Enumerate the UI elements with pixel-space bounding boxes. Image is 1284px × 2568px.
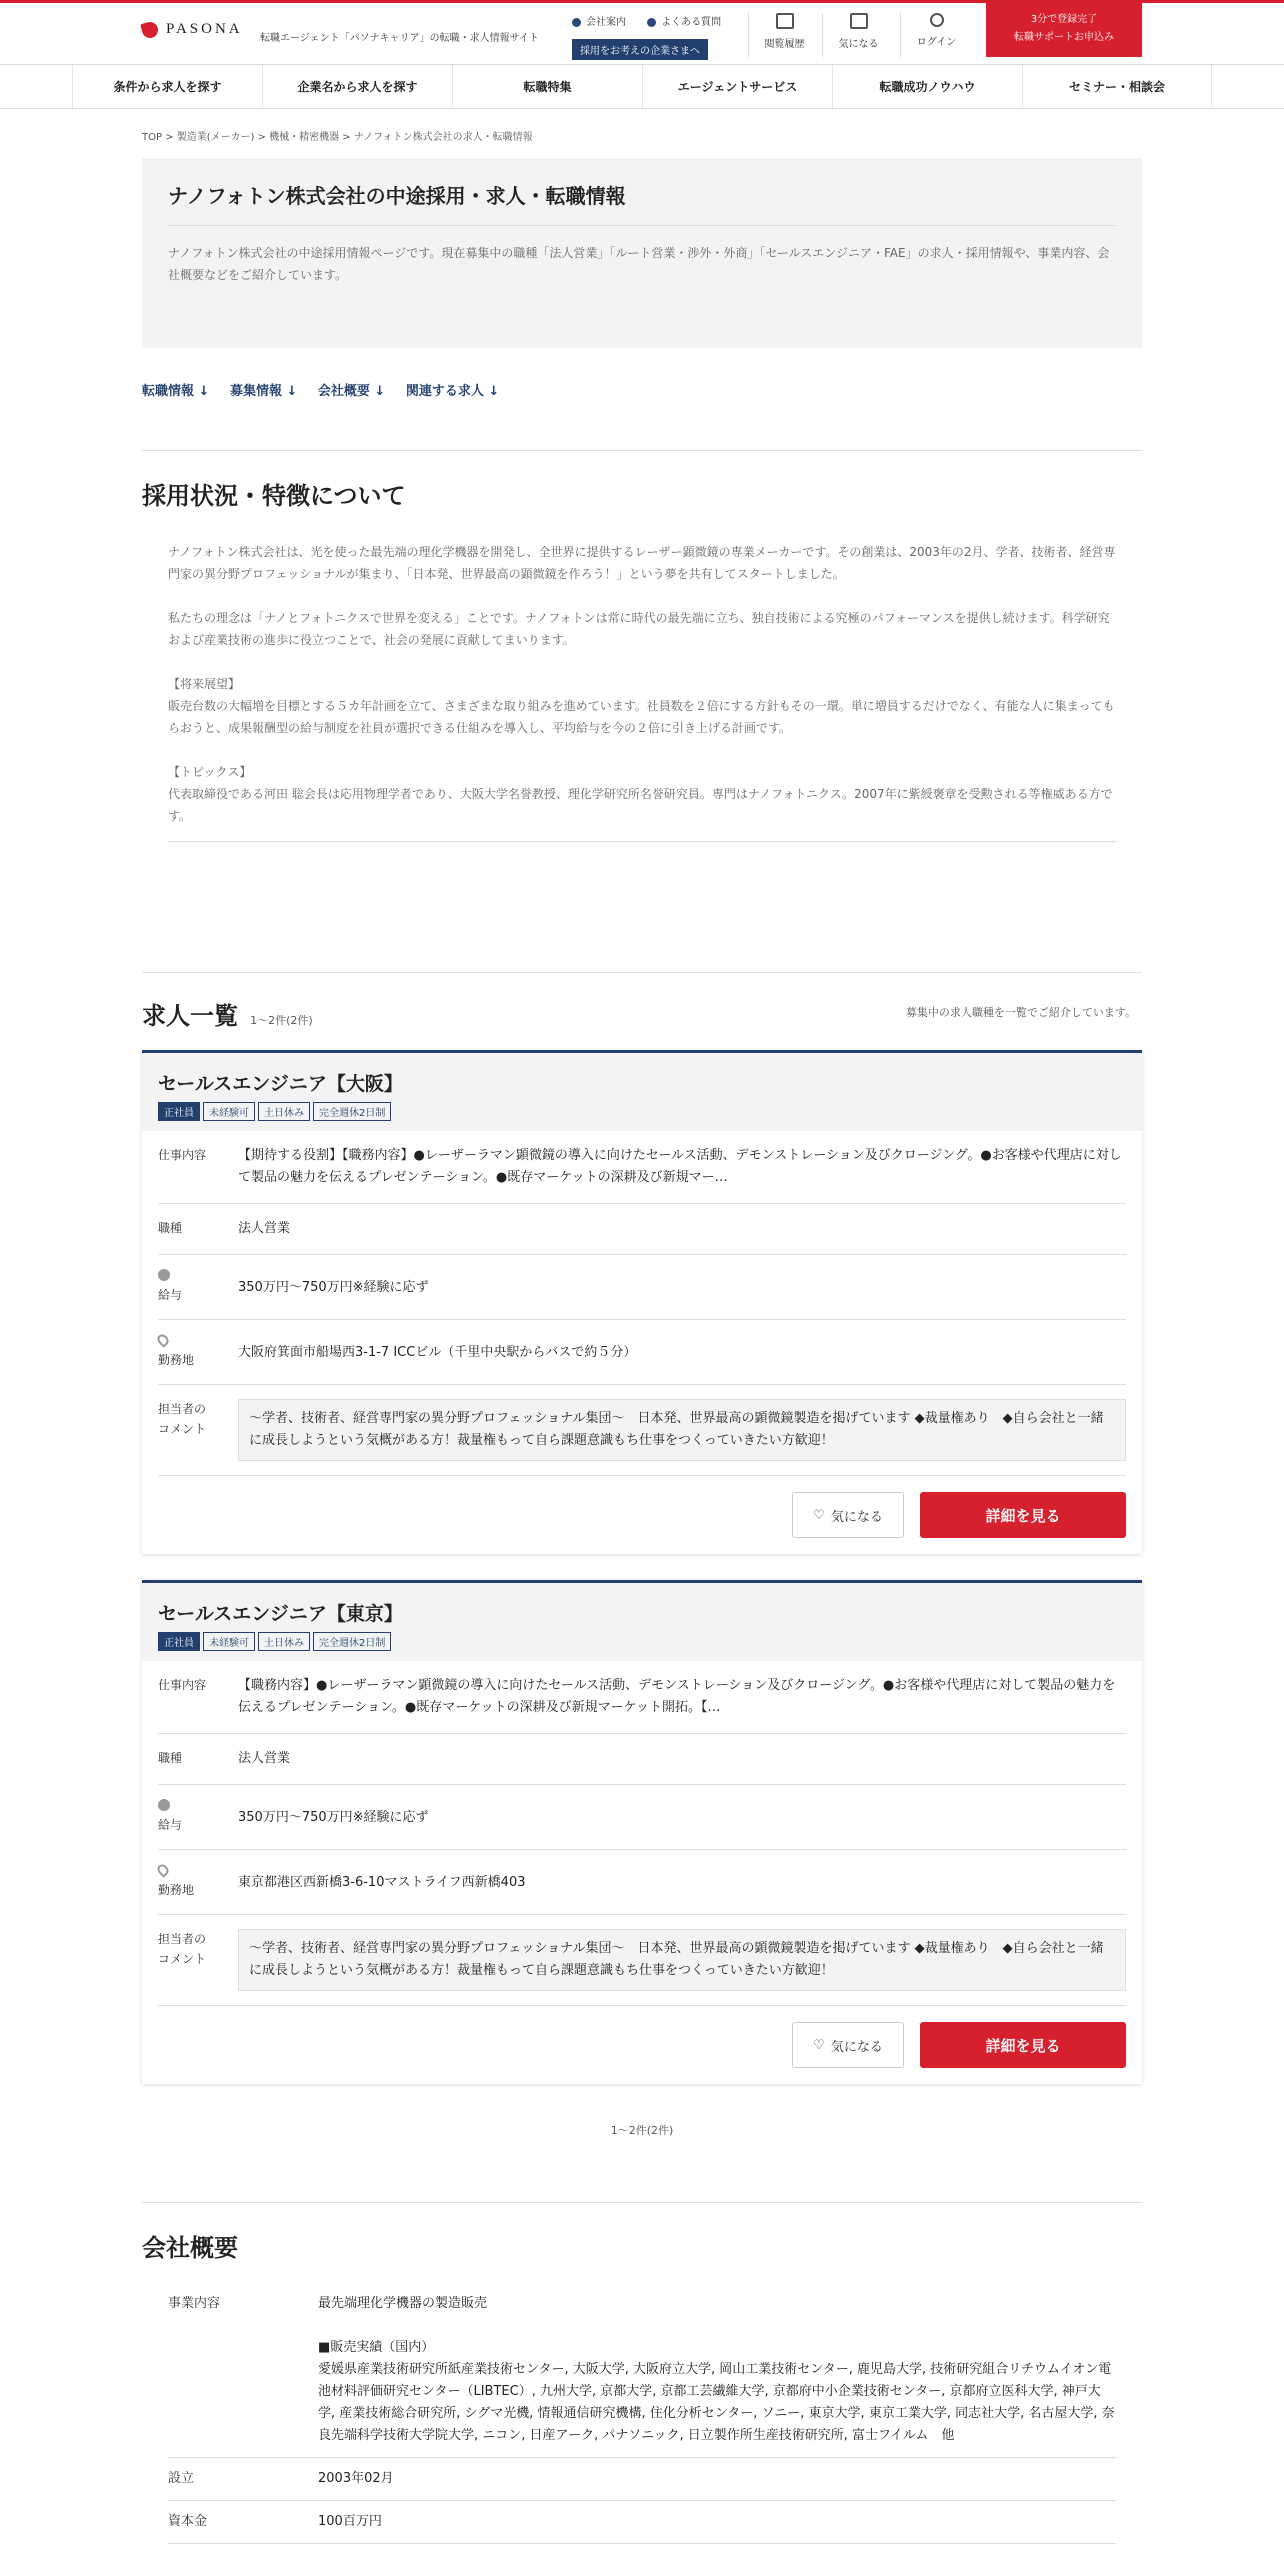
- folder-icon: [850, 13, 868, 29]
- tag-badge: 土日休み: [258, 1632, 310, 1651]
- about-body: [168, 541, 1116, 842]
- logo-mark-icon: [140, 20, 160, 40]
- job-place-row: [158, 1850, 1126, 1915]
- intro-text: ナノフォトン株式会社の中途採用情報ページです。現在募集中の職種「法人営業」「ルート営業・渉外・外商」「セールスエンジニア・FAE」の求人・採用情報や、事業内容、会社概要などをご紹介しています。: [168, 246, 1110, 282]
- nav-item[interactable]: 転職成功ノウハウ: [832, 65, 1022, 108]
- anchor-link[interactable]: 募集情報 ↓: [229, 384, 298, 399]
- history-label: 閲覧履歴: [764, 39, 805, 50]
- logo-text: PASONA: [166, 21, 243, 37]
- favorite-label: 気になる: [830, 1509, 883, 1525]
- site-header: [0, 3, 1284, 65]
- tag-badge: 未経験可: [203, 1102, 255, 1121]
- job-card-header: [142, 1583, 1142, 1661]
- place-label-wrap: [158, 1334, 238, 1370]
- tag-badge: 土日休み: [258, 1102, 310, 1121]
- nav-item[interactable]: 条件から求人を探す: [72, 65, 262, 108]
- job-title[interactable]: セールスエンジニア【東京】: [158, 1603, 403, 1625]
- heart-icon: ♡: [813, 1507, 825, 1523]
- nav-item[interactable]: 企業名から求人を探す: [262, 65, 452, 108]
- company-title: 会社概要: [142, 2234, 238, 2262]
- company-value: 最先端理化学機器の製造販売 ■販売実績（国内） 愛媛県産業技術研究所紙産業技術センター, 大阪大学, 大阪府立大学, 岡山工業技術センター, 鹿児島大学, 技術研究組合リチウムイオン電池材料評価研究センター（LIBTEC）, 九州大学, 京都大学, 京都工芸繊維大学, 京都府中小企業技術センター, 京都府立医科大学, 神戸大学, 産業技術総合研究所, シグマ光機, 情報通信研究機構, 住化分析センター, ソニー, 東京大学, 東京工業大学, 同志社大学, 名古屋大学, 奈良先端科学技術大学院大学, ニコン, 日産アーク, パナソニック, 日立製作所生産技術研究所, 富士フイルム 他: [318, 2283, 1116, 2458]
- job-place-row: [158, 1320, 1126, 1385]
- nav-item[interactable]: 転職特集: [452, 65, 642, 108]
- duty-label: 仕事内容: [158, 1148, 207, 1162]
- history-button[interactable]: [748, 13, 820, 57]
- job-list-header: [142, 996, 1142, 1031]
- anchor-link[interactable]: 転職情報 ↓: [142, 384, 210, 399]
- anchor-link[interactable]: 関連する求人 ↓: [405, 384, 500, 399]
- favorite-button[interactable]: [792, 1492, 904, 1538]
- arrow-circle-icon: [647, 18, 656, 27]
- place-value: 東京都港区西新橋3-6-10マストライフ西新橋403: [238, 1875, 526, 1890]
- tag-badge: 完全週休2日制: [313, 1632, 391, 1651]
- job-duty-row: [158, 1131, 1126, 1204]
- job-list-note: 募集中の求人職種を一覧でご紹介しています。: [905, 1006, 1136, 1019]
- place-value: 大阪府箕面市船場西3-1-7 ICCビル（千里中央駅からバスで約５分）: [238, 1345, 637, 1360]
- job-comment-row: [158, 1915, 1126, 2006]
- job-card-header: [142, 1053, 1142, 1131]
- about-paragraph: 【将来展望】 販売台数の大幅増を目標とする５カ年計画を立て、さまざまな取り組みを進めています。社員数を２倍にする方針もその一環。単に増員するだけでなく、有能な人に集まってもらおうと、成果報酬型の給与制度を社員が選択できる仕組みを導入し、平均給与を今の２倍に引き上げる計画です。: [168, 677, 1115, 735]
- favorite-button[interactable]: [792, 2022, 904, 2068]
- tag-badge: 正社員: [158, 1632, 200, 1651]
- job-duty-row: [158, 1661, 1126, 1734]
- duty-label: 仕事内容: [158, 1678, 207, 1692]
- job-title[interactable]: セールスエンジニア【大阪】: [158, 1073, 403, 1095]
- salary-label-wrap: [158, 1799, 238, 1835]
- divider: [142, 2202, 1142, 2203]
- about-title: 採用状況・特徴について: [142, 482, 406, 510]
- favorite-label: 気になる: [830, 2039, 883, 2055]
- global-nav: [0, 65, 1284, 109]
- comment-value: ～学者、技術者、経営専門家の異分野プロフェッショナル集団～ 日本発、世界最高の顕微鏡製造を掲げています ◆裁量権あり ◆自ら会社と一緒に成長しようという気概がある方！裁量権もって自ら課題意識もち仕事をつくっていきたい方歓迎！: [238, 1399, 1126, 1461]
- comment-value: ～学者、技術者、経営専門家の異分野プロフェッショナル集団～ 日本発、世界最高の顕微鏡製造を掲げています ◆裁量権あり ◆自ら会社と一緒に成長しようという気概がある方！裁量権もって自ら課題意識もち仕事をつくっていきたい方歓迎！: [238, 1929, 1126, 1991]
- job-salary-row: [158, 1785, 1126, 1850]
- job-card: [142, 1050, 1142, 1554]
- divider: [142, 972, 1142, 973]
- type-value: 法人営業: [238, 1751, 291, 1766]
- breadcrumb[interactable]: TOP > 製造業(メーカー) > 機械・精密機器 > ナノフォトン株式会社の求人・転職情報: [142, 132, 533, 143]
- company-section: [142, 2228, 1142, 2544]
- salary-value: 350万円〜750万円※経験に応ず: [238, 1810, 429, 1825]
- salary-label: 給与: [158, 1288, 183, 1302]
- place-label: 勤務地: [158, 1353, 195, 1367]
- job-type-row: [158, 1734, 1126, 1785]
- comment-label: 担当者の コメント: [158, 1402, 207, 1436]
- pasona-logo[interactable]: [142, 21, 243, 38]
- tag-badge: 正社員: [158, 1102, 200, 1121]
- map-pin-icon: [155, 1332, 171, 1348]
- favorites-button[interactable]: [822, 13, 894, 57]
- company-value: 100百万円: [318, 2501, 1116, 2544]
- arrow-circle-icon: [572, 18, 581, 27]
- cta-subtext: 3分で登録完了: [1030, 14, 1098, 25]
- job-count: 1～2件(2件): [250, 1014, 313, 1027]
- company-row: [168, 2283, 1116, 2458]
- about-section: [142, 476, 1142, 842]
- intro-box: [142, 158, 1142, 348]
- company-key: 設立: [168, 2458, 318, 2501]
- job-actions: [142, 2006, 1142, 2084]
- user-icon: [930, 13, 944, 27]
- salary-label-wrap: [158, 1269, 238, 1305]
- job-comment-row: [158, 1385, 1126, 1476]
- company-table: [168, 2283, 1116, 2544]
- tag-badge: 完全週休2日制: [313, 1102, 391, 1121]
- corporate-button[interactable]: 採用をお考えの企業さまへ: [572, 39, 708, 60]
- company-key: 資本金: [168, 2501, 318, 2544]
- type-label: 職種: [158, 1751, 183, 1765]
- company-link[interactable]: 会社案内: [572, 17, 626, 28]
- salary-value: 350万円〜750万円※経験に応ず: [238, 1280, 429, 1295]
- nav-item[interactable]: セミナー・相談会: [1022, 65, 1212, 108]
- cta-label: 転職サポートお申込み: [1014, 32, 1114, 43]
- job-salary-row: [158, 1255, 1126, 1320]
- yen-icon: [158, 1269, 170, 1281]
- nav-item[interactable]: エージェントサービス: [642, 65, 832, 108]
- career-support-cta[interactable]: [986, 3, 1142, 57]
- company-value: 2003年02月: [318, 2458, 1116, 2501]
- job-list-title: 求人一覧: [142, 1002, 238, 1030]
- heart-icon: ♡: [813, 2037, 825, 2053]
- page-title: ナノフォトン株式会社の中途採用・求人・転職情報: [168, 180, 1116, 226]
- favorites-label: 気になる: [838, 39, 879, 50]
- history-icon: [776, 13, 794, 29]
- faq-link[interactable]: よくある質問: [647, 17, 721, 28]
- duty-value: 【期待する役割】【職務内容】●レーザーラマン顕微鏡の導入に向けたセールス活動、デモンストレーション及びクロージング。●お客様や代理店に対して製品の魅力を伝えるプレゼンテーション。●既存マーケットの深耕及び新規マー…: [238, 1148, 1122, 1185]
- map-pin-icon: [155, 1862, 171, 1878]
- company-key: 事業内容: [168, 2283, 318, 2458]
- tag-badge: 未経験可: [203, 1632, 255, 1651]
- anchor-links: [142, 380, 515, 399]
- anchor-link[interactable]: 会社概要 ↓: [317, 384, 386, 399]
- about-paragraph: 私たちの理念は「ナノとフォトニクスで世界を変える」ことです。ナノフォトンは常に時代の最先端に立ち、独自技術による究極のパフォーマンスを提供し続けます。科学研究および産業技術の進歩に役立つことで、社会の発展に貢献してまいります。: [168, 611, 1110, 647]
- job-type-row: [158, 1204, 1126, 1255]
- comment-label: 担当者の コメント: [158, 1932, 207, 1966]
- job-actions: [142, 1476, 1142, 1554]
- type-label: 職種: [158, 1221, 183, 1235]
- login-button[interactable]: [900, 13, 972, 57]
- company-row: [168, 2501, 1116, 2544]
- yen-icon: [158, 1799, 170, 1811]
- site-tagline: 転職エージェント「パソナキャリア」の転職・求人情報サイト: [260, 33, 539, 44]
- header-links: [572, 13, 739, 28]
- place-label-wrap: [158, 1864, 238, 1900]
- pagination: 1～2件(2件): [610, 2124, 674, 2137]
- duty-value: 【職務内容】●レーザーラマン顕微鏡の導入に向けたセールス活動、デモンストレーション及びクロージング。●お客様や代理店に対して製品の魅力を伝えるプレゼンテーション。●既存マーケットの深耕及び新規マーケット開拓。【…: [238, 1678, 1116, 1715]
- salary-label: 給与: [158, 1818, 183, 1832]
- place-label: 勤務地: [158, 1883, 195, 1897]
- divider: [142, 450, 1142, 451]
- type-value: 法人営業: [238, 1221, 291, 1236]
- detail-button[interactable]: 詳細を見る: [920, 1492, 1126, 1538]
- about-paragraph: ナノフォトン株式会社は、光を使った最先端の理化学機器を開発し、全世界に提供するレーザー顕微鏡の専業メーカーです。その創業は、2003年の2月、学者、技術者、経営専門家の異分野プロフェッショナルが集まり、「日本発、世界最高の顕微鏡を作ろう！」という夢を共有してスタートしました。: [168, 545, 1116, 581]
- detail-button[interactable]: 詳細を見る: [920, 2022, 1126, 2068]
- about-paragraph: 【トピックス】 代表取締役である河田 聡会長は応用物理学者であり、大阪大学名誉教授、理化学研究所名誉研究員。専門はナノフォトニクス。2007年に紫綬褒章を受勲される等権威ある方です。: [168, 765, 1113, 823]
- login-label: ログイン: [916, 37, 957, 48]
- job-card: [142, 1580, 1142, 2084]
- company-row: [168, 2458, 1116, 2501]
